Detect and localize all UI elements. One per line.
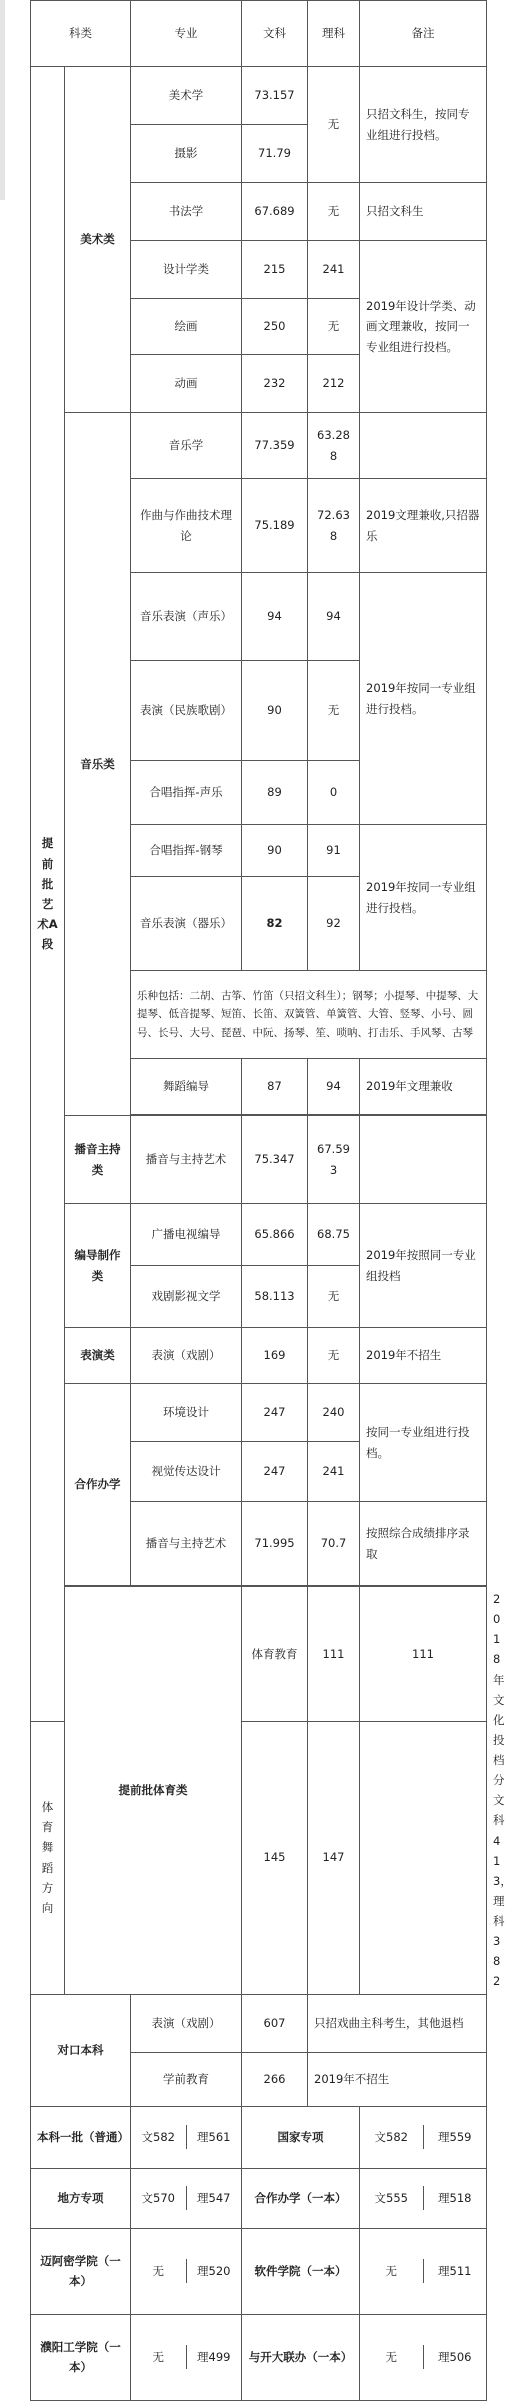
arts-cell: 87: [242, 1059, 308, 1115]
note-cell: [360, 1116, 487, 1204]
group-vocational: 对口本科: [31, 1994, 131, 2106]
batch-science-score: 理547: [197, 2190, 231, 2205]
group-broadcast: 播音主持类: [65, 1116, 131, 1204]
note-cell: 2019年按同一专业组进行投档。: [360, 573, 487, 825]
major-cell: 体育舞蹈方向: [31, 1721, 65, 1994]
batch-science-score: 理520: [197, 2263, 231, 2278]
major-cell: 音乐学: [131, 413, 242, 479]
science-cell: 68.75: [308, 1204, 360, 1266]
arts-cell: 247: [242, 1442, 308, 1502]
science-cell: 92: [308, 877, 360, 971]
group-cooperative: 合作办学: [65, 1384, 131, 1586]
batch-right-label: 软件学院（一本）: [242, 2228, 360, 2314]
science-cell: 111: [360, 1587, 487, 1722]
section-a-line-3: 术A: [37, 916, 58, 931]
major-cell: 音乐表演（声乐）: [131, 573, 242, 661]
science-cell: 240: [308, 1384, 360, 1442]
note-cell: 按同一专业组进行投档。: [360, 1384, 487, 1502]
science-cell: 0: [308, 761, 360, 825]
batch-arts-score: 文582: [360, 2125, 423, 2149]
batch-arts-score: 无: [131, 2259, 186, 2283]
header-category: 科类: [31, 1, 131, 67]
major-cell: 体育教育: [242, 1587, 308, 1722]
group-music: 音乐类: [65, 413, 131, 1116]
note-cell: 只招文科生，按同专业组进行投档。: [360, 67, 487, 183]
batch-row: [31, 2168, 487, 2228]
arts-cell: 77.359: [242, 413, 308, 479]
arts-cell: 111: [308, 1587, 360, 1722]
score-pair: [360, 2345, 486, 2369]
table-row: [31, 413, 487, 479]
table-row: [31, 1328, 487, 1384]
batch-science-score: 理518: [438, 2190, 472, 2205]
header-major: 专业: [131, 1, 242, 67]
major-cell: 表演（戏剧）: [131, 1328, 242, 1384]
batch-row: [31, 2314, 487, 2400]
section-a-line-4: 段: [41, 937, 54, 952]
section-a-line-2: 批艺: [41, 876, 54, 911]
arts-cell: 67.689: [242, 183, 308, 241]
batch-science-score: 理561: [197, 2129, 231, 2144]
batch-left-label: 迈阿密学院（一本）: [31, 2228, 131, 2314]
major-cell: 书法学: [131, 183, 242, 241]
table-row: [31, 1384, 487, 1442]
header-science: 理科: [308, 1, 360, 67]
score-pair: [131, 2345, 241, 2369]
arts-cell: 65.866: [242, 1204, 308, 1266]
arts-cell: 89: [242, 761, 308, 825]
batch-science-score: 理511: [438, 2263, 472, 2278]
arts-cell: 247: [242, 1384, 308, 1442]
science-cell: 无: [308, 1266, 360, 1328]
arts-cell: 94: [242, 573, 308, 661]
major-cell: 设计学类: [131, 241, 242, 299]
batch-science-score: 理506: [438, 2349, 472, 2364]
note-cell: 2019年不招生: [308, 2052, 487, 2106]
batch-left-scores: [131, 2314, 242, 2400]
science-cell: 91: [308, 825, 360, 877]
table-header-row: [31, 1, 487, 67]
batch-arts-score: 无: [360, 2259, 423, 2283]
note-cell: 按照综合成绩排序录取: [360, 1502, 487, 1586]
batch-arts-score: 文582: [131, 2125, 186, 2149]
batch-right-label: 与开大联办（一本）: [242, 2314, 360, 2400]
batch-left-label: 濮阳工学院（一本）: [31, 2314, 131, 2400]
score-pair: [360, 2259, 486, 2283]
score-pair: [131, 2186, 241, 2210]
group-sports: 提前批体育类: [65, 1587, 242, 1995]
science-cell: 94: [308, 573, 360, 661]
batch-left-scores: [131, 2106, 242, 2168]
major-cell: 合唱指挥-钢琴: [131, 825, 242, 877]
group-directing: 编导制作类: [65, 1204, 131, 1328]
batch-arts-score: 无: [360, 2345, 423, 2369]
major-cell: 表演（戏剧）: [131, 1994, 242, 2052]
major-cell: 合唱指挥-声乐: [131, 761, 242, 825]
science-cell: 无: [308, 661, 360, 761]
arts-cell: 90: [242, 661, 308, 761]
batch-left-scores: [131, 2228, 242, 2314]
note-cell: 2019年设计学类、动画文理兼收，按同一专业组进行投档。: [360, 241, 487, 413]
section-a-label: [31, 67, 65, 1722]
science-cell: 63.288: [308, 413, 360, 479]
table-row: [31, 1204, 487, 1266]
major-cell: 视觉传达设计: [131, 1442, 242, 1502]
major-cell: 播音与主持艺术: [131, 1116, 242, 1204]
value-cell: 607: [242, 1994, 308, 2052]
note-cell: 2019年文理兼收: [360, 1059, 487, 1115]
arts-cell: 82: [242, 877, 308, 971]
science-cell: 72.638: [308, 479, 360, 573]
science-cell: 241: [308, 1442, 360, 1502]
batch-arts-score: 文555: [360, 2186, 423, 2210]
major-cell: 播音与主持艺术: [131, 1502, 242, 1586]
major-cell: 表演（民族歌剧）: [131, 661, 242, 761]
note-cell: 2019年按同一专业组进行投档。: [360, 825, 487, 971]
arts-cell: 90: [242, 825, 308, 877]
science-cell: 无: [308, 299, 360, 355]
science-cell: 94: [308, 1059, 360, 1115]
batch-arts-score: 无: [131, 2345, 186, 2369]
header-note: 备注: [360, 1, 487, 67]
note-cell: 2019文理兼收,只招器乐: [360, 479, 487, 573]
science-cell: 212: [308, 355, 360, 413]
score-pair: [131, 2259, 241, 2283]
major-cell: 环境设计: [131, 1384, 242, 1442]
group-performance: 表演类: [65, 1328, 131, 1384]
batch-science-score: 理559: [438, 2129, 472, 2144]
table-row: [31, 1116, 487, 1204]
arts-cell: 73.157: [242, 67, 308, 125]
table-row: 提前批体育类 体育教育 111 111 2018年文化投档分文科413，理科382: [31, 1587, 487, 1722]
major-cell: 作曲与作曲技术理论: [131, 479, 242, 573]
major-cell: 学前教育: [131, 2052, 242, 2106]
group-fine-art: 美术类: [65, 67, 131, 413]
arts-cell: 71.79: [242, 125, 308, 183]
value-cell: 266: [242, 2052, 308, 2106]
header-arts: 文科: [242, 1, 308, 67]
science-cell: 147: [308, 1721, 360, 1994]
batch-right-scores: [360, 2106, 487, 2168]
arts-cell: 58.113: [242, 1266, 308, 1328]
batch-right-scores: [360, 2168, 487, 2228]
batch-row: [31, 2228, 487, 2314]
batch-left-label: 本科一批（普通）: [31, 2106, 131, 2168]
table-row: [31, 67, 487, 125]
major-cell: 绘画: [131, 299, 242, 355]
science-cell: 无: [308, 183, 360, 241]
batch-right-label: 合作办学（一本）: [242, 2168, 360, 2228]
science-cell: 无: [308, 67, 360, 183]
note-cell: 2019年按照同一专业组投档: [360, 1204, 487, 1328]
arts-cell: 232: [242, 355, 308, 413]
batch-science-score: 理499: [197, 2349, 231, 2364]
batch-arts-score: 文570: [131, 2186, 186, 2210]
score-pair: [360, 2186, 486, 2210]
note-cell: 只招戏曲主科考生，其他退档: [308, 1994, 487, 2052]
note-cell: 只招文科生: [360, 183, 487, 241]
major-cell: 音乐表演（器乐）: [131, 877, 242, 971]
admission-score-table: [30, 0, 512, 2401]
major-cell: 动画: [131, 355, 242, 413]
batch-right-label: 国家专项: [242, 2106, 360, 2168]
arts-cell: 75.347: [242, 1116, 308, 1204]
note-cell: 2019年不招生: [360, 1328, 487, 1384]
major-cell: 摄影: [131, 125, 242, 183]
major-cell: 美术学: [131, 67, 242, 125]
science-cell: 241: [308, 241, 360, 299]
arts-cell: 215: [242, 241, 308, 299]
note-cell: [360, 413, 487, 479]
science-cell: 70.7: [308, 1502, 360, 1586]
batch-right-scores: [360, 2314, 487, 2400]
batch-left-label: 地方专项: [31, 2168, 131, 2228]
score-pair: [131, 2125, 241, 2149]
arts-cell: 169: [242, 1328, 308, 1384]
batch-right-scores: [360, 2228, 487, 2314]
left-edge-strip: [0, 0, 5, 200]
major-cell: 舞蹈编导: [131, 1059, 242, 1115]
batch-row: [31, 2106, 487, 2168]
instrument-list: 乐种包括：二胡、古筝、竹笛（只招文科生）；钢琴；小提琴、中提琴、大提琴、低音提琴、短笛、长笛、双簧管、单簧管、大管、竖琴、小号、圆号、长号、大号、琵琶、中阮、扬琴、笙、唢呐、打击乐、手风琴、古琴: [131, 971, 487, 1059]
batch-left-scores: [131, 2168, 242, 2228]
arts-cell: 250: [242, 299, 308, 355]
section-a-line-1: 提前: [41, 836, 54, 871]
arts-cell: 71.995: [242, 1502, 308, 1586]
table-row: [31, 1994, 487, 2052]
major-cell: 广播电视编导: [131, 1204, 242, 1266]
science-cell: 无: [308, 1328, 360, 1384]
score-pair: [360, 2125, 486, 2149]
major-cell: 戏剧影视文学: [131, 1266, 242, 1328]
arts-cell: 75.189: [242, 479, 308, 573]
science-cell: 67.593: [308, 1116, 360, 1204]
arts-cell: 145: [242, 1721, 308, 1994]
